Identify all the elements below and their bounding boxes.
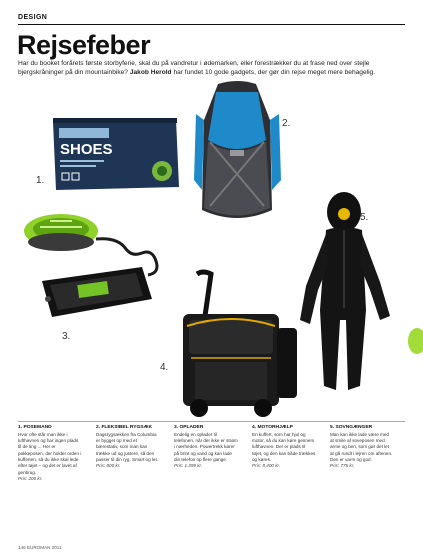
right-edge-detail — [403, 325, 423, 357]
column-4-price: Pris: 8.400 kr. — [252, 463, 281, 469]
intro-body: Har du booket forårets første storbyferie, skal du på vandretur i ødemarken, eller forestrækker du at frase ned over stejle bjergskråninger på din mountainbike? — [18, 60, 370, 76]
intro-author: Jakob Herold — [129, 68, 172, 76]
column-1-heading: 1. POSEMAND — [18, 425, 52, 430]
backpack-image — [190, 80, 285, 228]
column-2 — [96, 425, 160, 470]
charger-image — [20, 203, 180, 321]
page-title: Rejsefeber — [17, 30, 151, 60]
column-4 — [252, 425, 316, 470]
column-3-body: Endelig en oplader til telefonen, når der ikke er strøm i nærheden. Powertrekk kører på brint og vand og kan lade din telefon op flere gange. — [174, 431, 238, 462]
column-5-heading: 5. SOVNGÆNGER — [330, 425, 373, 430]
column-4-heading: 4. MOTORHJÆLP — [252, 425, 293, 430]
product-number-1: 1. — [36, 175, 45, 186]
column-3-price: Pris: 1.399 kr. — [174, 463, 203, 469]
column-5-body: Man kan ikke lade være med at smile af soveposen med arme og ben, som gør det let at gå rundt i lejren om aftenen. Den er varm og god. — [330, 431, 393, 462]
sleeping-bag-image — [300, 190, 392, 398]
intro-text — [18, 60, 410, 77]
column-2-heading: 2. FLEKSIBEL RYGSÆK — [96, 425, 152, 430]
column-3 — [174, 425, 238, 470]
column-1-price: Pris: 200 kr. — [18, 475, 43, 481]
intro-body-end: har fundet 10 gode gadgets, der gør din rejse meget mere behagelig. — [173, 68, 376, 76]
section-label: DESIGN — [18, 14, 48, 21]
column-4-body: En kuffert, som har hjul og motor, så du kan køre gennem lufthavnen. Der er plads til tøjet, og den kan både trækkes og køres. — [252, 431, 316, 462]
column-3-heading: 3. OPLADER — [174, 425, 204, 430]
column-rule — [18, 421, 405, 422]
column-2-body: Dagsrygsækken fra Columbia er bygget op med et bærestativ, som man kan trække ud og justere, så den passer til din ryg. Smart og let. — [96, 431, 159, 462]
column-2-price: Pris: 800 kr. — [96, 463, 121, 469]
top-rule — [18, 24, 405, 25]
column-1 — [18, 425, 82, 482]
column-5 — [330, 425, 394, 470]
product-number-4: 4. — [160, 362, 169, 373]
column-1-body: Hvor ofte står man ikke i lufthavnen og har ingen plads til de ting ... Her er pakkeposen, der holder orden i kufferten, så du ikke skal lede efter tøjet – og det er lavet af genbrug. — [18, 431, 82, 475]
page-folio: 146 EUROMAN 2011 — [18, 545, 62, 550]
shoe-bag-label: SHOES — [60, 141, 113, 158]
product-number-2: 2. — [282, 118, 291, 129]
column-5-price: Pris: 775 kr. — [330, 463, 355, 469]
product-number-5: 5. — [360, 212, 369, 223]
product-number-3: 3. — [62, 331, 71, 342]
shoe-bag-image — [50, 113, 182, 193]
suitcase-image — [165, 268, 310, 420]
